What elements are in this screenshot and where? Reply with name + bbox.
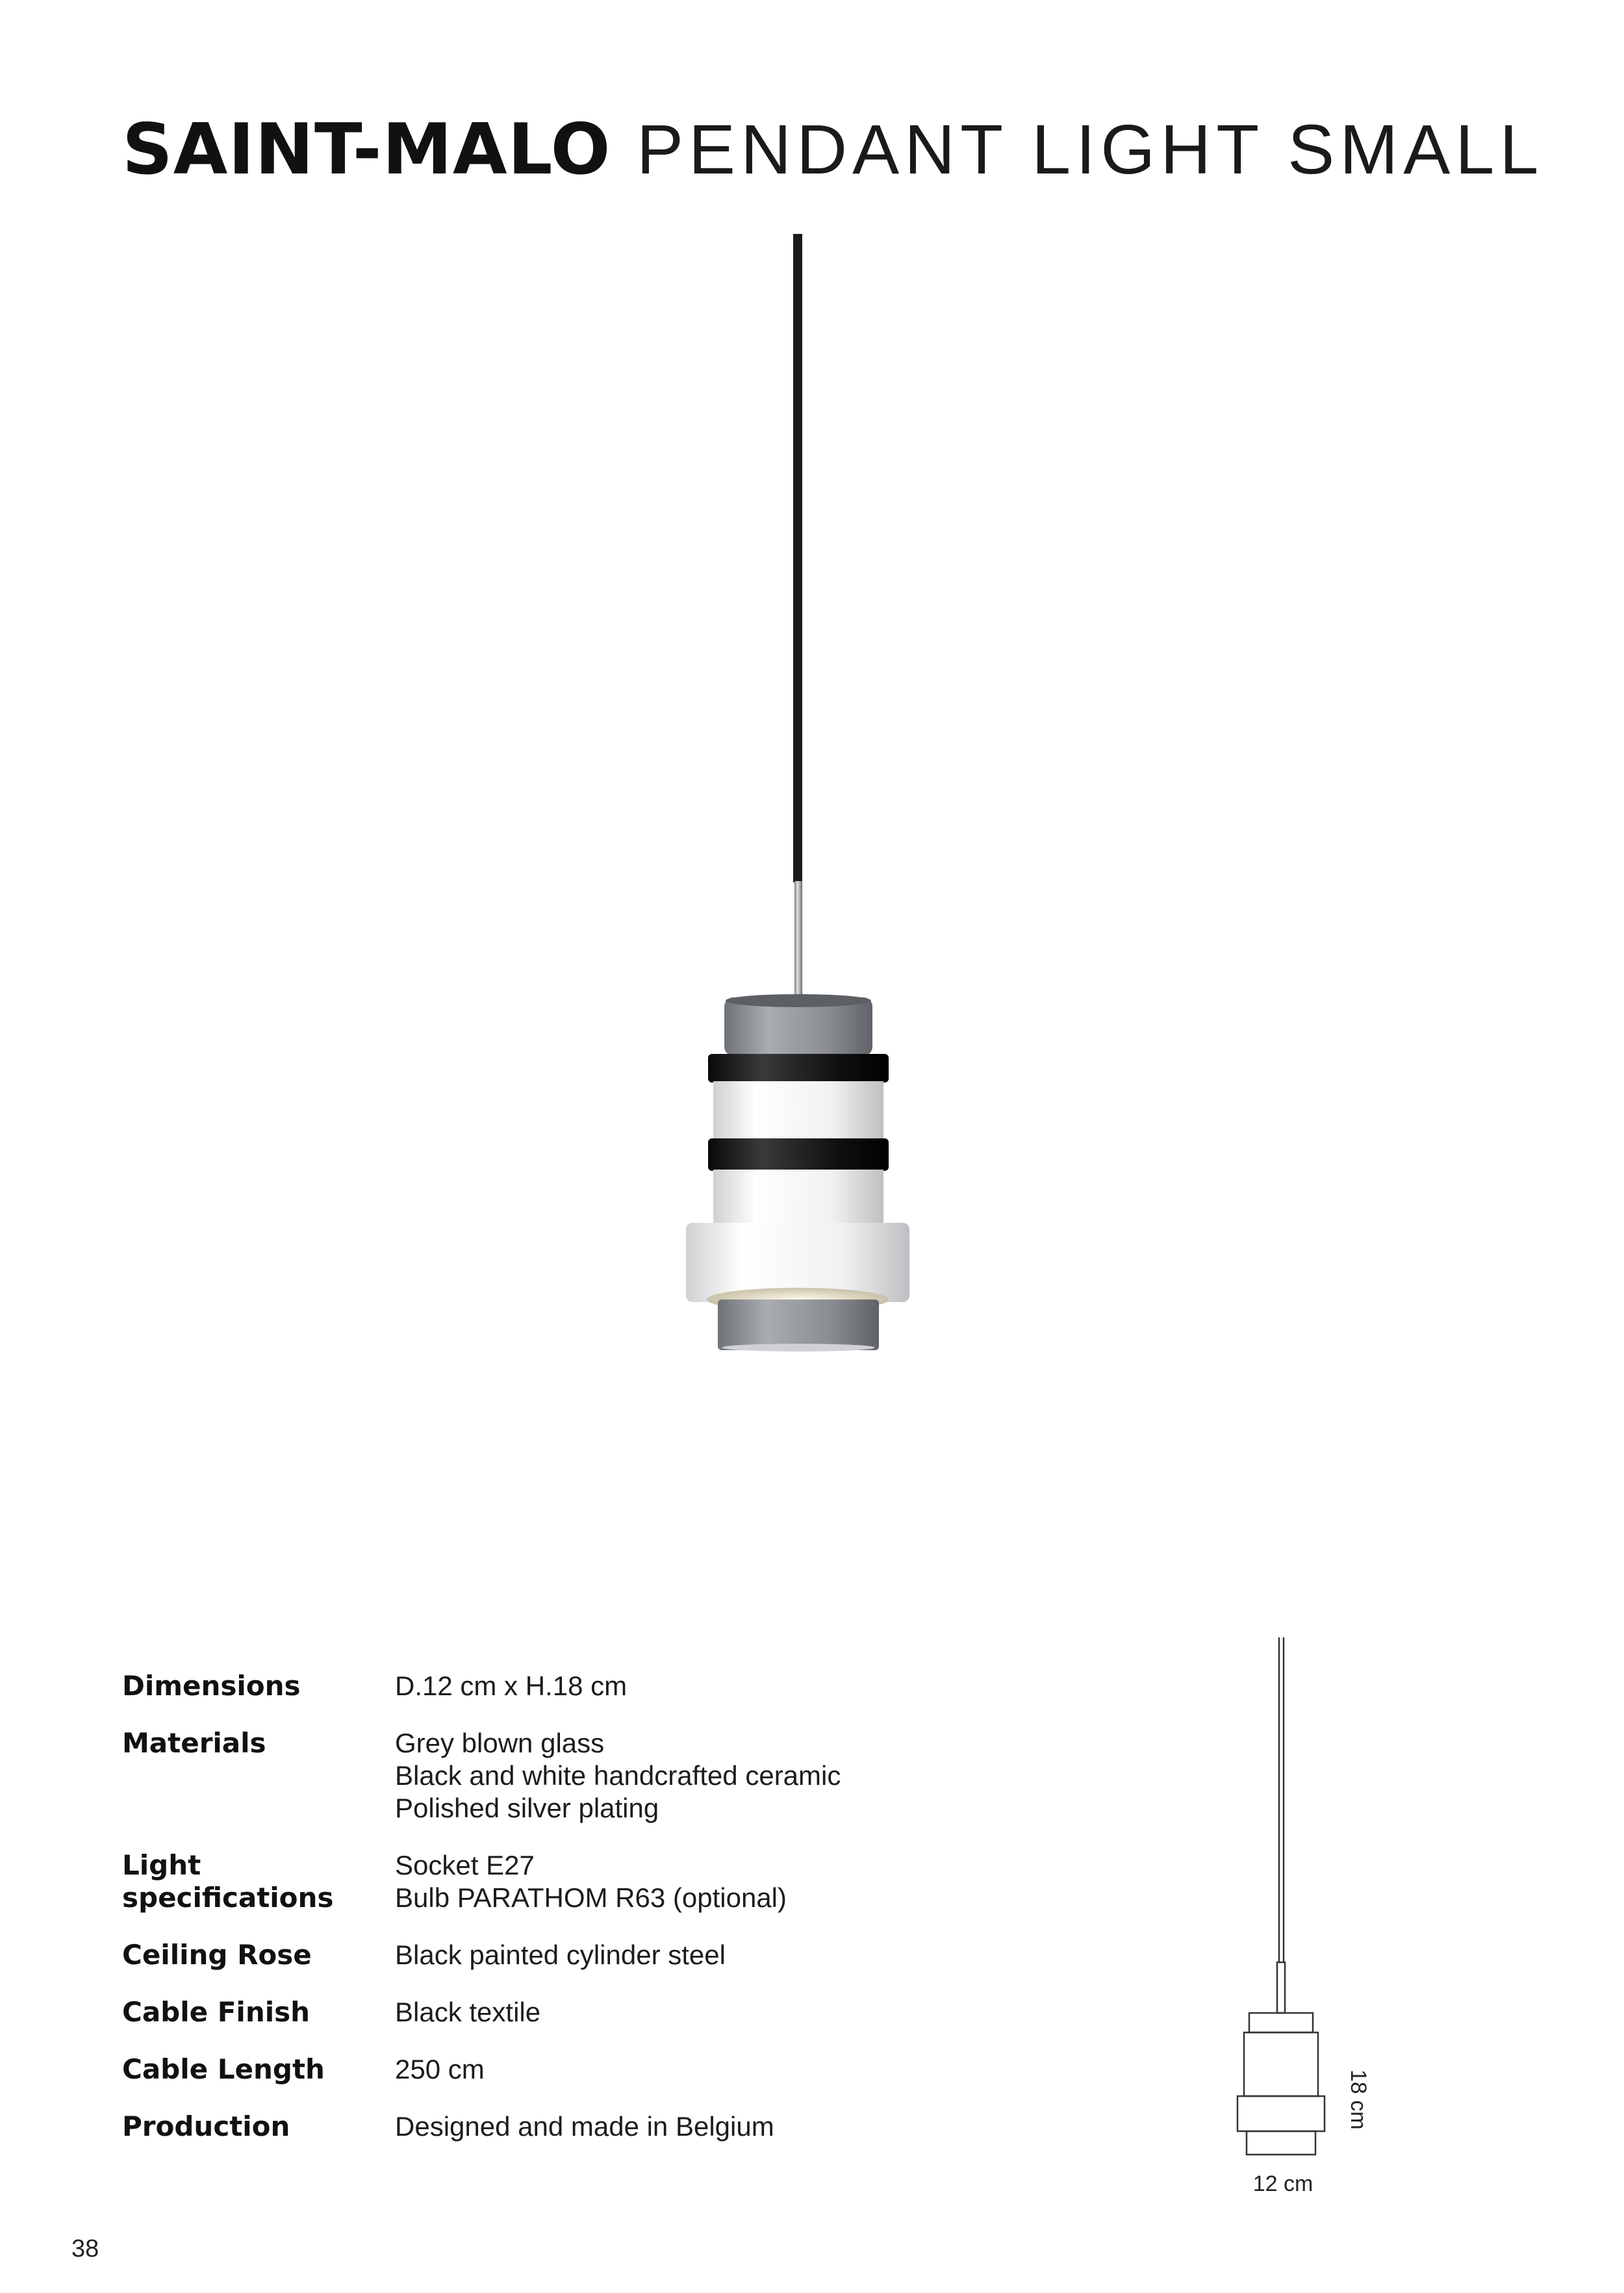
- spec-row-materials: [122, 1727, 1032, 1825]
- dimension-width-label: 12 cm: [1252, 2171, 1313, 2196]
- glass-bottom: [718, 1300, 879, 1350]
- spec-value: Bulb PARATHOM R63 (optional): [395, 1882, 787, 1913]
- spec-label: Cable Length: [122, 2053, 325, 2085]
- spec-row-cable-length: [122, 2053, 1032, 2086]
- spec-value: Grey blown glass: [395, 1728, 605, 1758]
- spec-values: [395, 1996, 540, 2029]
- spec-label: Ceiling Rose: [122, 1939, 312, 1971]
- spec-row-cable-finish: [122, 1996, 1032, 2029]
- white-section: [713, 1081, 883, 1140]
- spec-row-production: [122, 2110, 1032, 2143]
- spec-label: Production: [122, 2110, 290, 2142]
- silver-stem: [794, 881, 802, 998]
- title-product-name: SAINT-MALO: [122, 109, 611, 190]
- cable: [793, 234, 802, 882]
- spec-values: [395, 1849, 787, 1914]
- spec-value: Black textile: [395, 1997, 541, 2027]
- spec-value: Socket E27: [395, 1850, 535, 1880]
- spec-label: Dimensions: [122, 1670, 301, 1702]
- spec-values: [395, 2053, 485, 2086]
- spec-label: Light specifications: [122, 1849, 334, 1914]
- pendant-light-illustration: [650, 234, 974, 1351]
- spec-values: [395, 1939, 726, 1971]
- black-band-top: [708, 1054, 889, 1082]
- spec-value: D.12 cm x H.18 cm: [395, 1671, 628, 1701]
- spec-value: Black and white handcrafted ceramic: [395, 1760, 841, 1791]
- spec-values: [395, 1670, 627, 1702]
- dimension-line-drawing: [1208, 1637, 1429, 2222]
- spec-row-dimensions: [122, 1670, 1032, 1702]
- title-product-type: PENDANT LIGHT SMALL: [637, 110, 1544, 188]
- spec-label: Materials: [122, 1727, 266, 1759]
- spec-row-ceiling-rose: [122, 1939, 1032, 1971]
- page-number: 38: [71, 2235, 99, 2262]
- spec-label: Cable Finish: [122, 1996, 311, 2028]
- specifications-list: [122, 1670, 1032, 2168]
- spec-value: Designed and made in Belgium: [395, 2111, 774, 2142]
- page-title: [122, 104, 1543, 196]
- spec-row-light-specifications: [122, 1849, 1032, 1914]
- spec-value: Black painted cylinder steel: [395, 1940, 726, 1970]
- spec-values: [395, 1727, 841, 1825]
- dimension-height-label: 18 cm: [1346, 2069, 1371, 2130]
- white-section-lower: [713, 1170, 883, 1227]
- spec-value: Polished silver plating: [395, 1793, 659, 1823]
- spec-value: 250 cm: [395, 2054, 485, 2084]
- black-band-middle: [708, 1138, 889, 1171]
- spec-values: [395, 2110, 774, 2143]
